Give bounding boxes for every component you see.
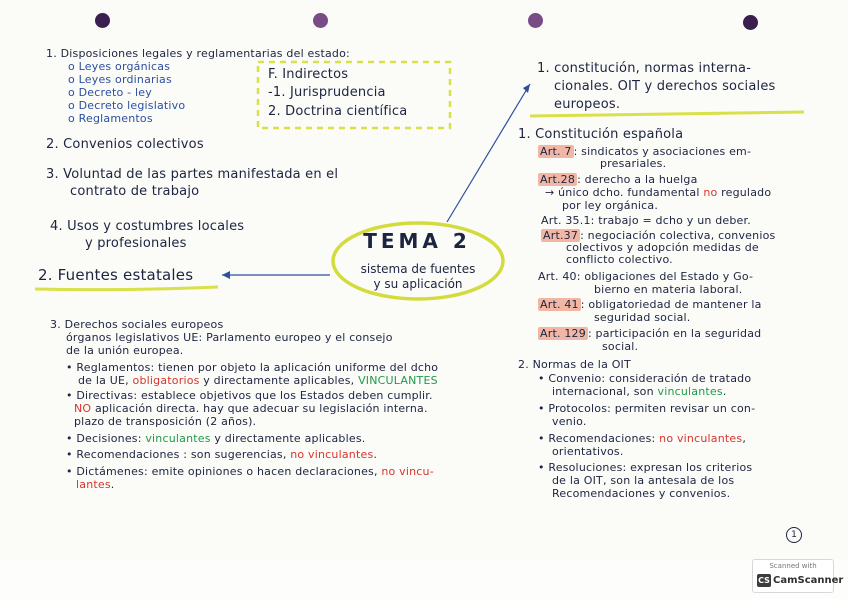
resoluciones-line-2: de la OIT, son la antesala de los [552,474,735,487]
box-line-1: F. Indirectos [268,67,349,82]
right-head-line-2: cionales. OIT y derechos sociales [554,79,776,94]
recomendaciones-line [66,448,377,461]
dec-text-a: • Decisiones: [66,432,146,445]
art28-text-c: regulado [717,186,772,199]
directivas-line-3: plazo de transposición (2 años). [74,415,257,428]
left-item-1-bullet-4: o Decreto legislativo [68,99,186,112]
decisiones-line [66,432,365,445]
tema-subtitle-2: y su aplicación [373,277,463,291]
dir-no: NO [74,402,92,415]
art41-line-2: seguridad social. [594,311,691,324]
left-item-2: 2. Convenios colectivos [46,137,204,152]
left-eu-line-3: de la unión europea. [66,344,184,357]
art37-line-3: conflicto colectivo. [566,253,673,266]
tema-subtitle-1: sistema de fuentes [360,262,476,276]
dictamenes-line-2 [76,478,114,491]
art129-tag: Art. 129 [540,327,586,340]
camscanner-badge [752,559,844,593]
dic-period: . [110,478,115,491]
reg-text-a: de la UE, [78,374,133,387]
art37-line-2: colectivos y adopción medidas de [566,241,759,254]
left-item-3-line-1: 3. Voluntad de las partes manifestada en el [46,167,339,182]
art28-line-1 [538,173,698,186]
left-item-1: 1. Disposiciones legales y reglamentarias del estado: [46,47,350,60]
dictamenes-line-1 [66,465,434,478]
box-line-3: 2. Doctrina científica [268,104,408,119]
reg-vinculantes: VINCULANTES [358,374,438,387]
dic-text-a: • Dictámenes: emite opiniones o hacen declaraciones, [66,465,382,478]
art40-text: : obligaciones del Estado y Go- [576,270,754,283]
resoluciones-line-3: Recomendaciones y convenios. [552,487,731,500]
art28-text-a: → único dcho. fundamental [545,186,704,199]
art129-line-1 [538,327,761,340]
page-number [786,527,802,543]
recom-comma: , [742,432,747,445]
art35-line [541,214,751,227]
art40-tag: Art. 40 [538,270,577,283]
art37-tag: Art.37 [543,229,579,242]
art7-text: : sindicatos y asociaciones em- [573,145,752,158]
conv-period: . [722,385,727,398]
oit-title: 2. Normas de la OIT [518,358,631,371]
convenio-line-2 [552,385,727,398]
scanned-with-text: Scanned with [769,562,817,570]
fuentes-estatales: 2. Fuentes estatales [38,266,194,284]
page-number-text: 1 [791,530,797,540]
convenio-line-1: • Convenio: consideración de tratado [538,372,752,385]
art28-line-3: por ley orgánica. [562,199,659,212]
art41-line-1 [538,298,762,311]
dic-lantes: lantes [76,478,111,491]
left-item-3-line-2: contrato de trabajo [70,184,200,199]
art40-line-2: bierno en materia laboral. [594,283,743,296]
right-head-line-1: 1. constitución, normas interna- [537,61,752,76]
rec-text-c: . [373,448,378,461]
recom-text-a: • Recomendaciones: [538,432,660,445]
directivas-line-2 [74,402,428,415]
rec-no-vinculantes: no vinculantes [290,448,374,461]
art28-text: : derecho a la huelga [577,173,698,186]
left-eu-line-2: órganos legislativos UE: Parlamento europeo y el consejo [66,331,393,344]
left-item-1-bullet-5: o Reglamentos [68,112,153,125]
protocolos-line-2: venio. [552,415,587,428]
art129-line-2: social. [602,340,639,353]
resoluciones-line-1: • Resoluciones: expresan los criterios [538,461,753,474]
directivas-line-1: • Directivas: establece objetivos que los Estados deben cumplir. [66,389,433,402]
dir-text: aplicación directa. hay que adecuar su legislación interna. [91,402,428,415]
art40-line-1 [538,270,753,283]
left-eu-line-1: 3. Derechos sociales europeos [50,318,224,331]
art35-tag: Art. 35.1 [541,214,591,227]
reg-obligatorios: obligatorios [132,374,200,387]
recom-no-vinculantes: no vinculantes [659,432,743,445]
art41-text: : obligatoriedad de mantener la [580,298,762,311]
recom-oit-line-1 [538,432,746,445]
art37-text: : negociación colectiva, convenios [580,229,776,242]
recom-oit-line-2: orientativos. [552,445,624,458]
art28-line-2 [545,186,771,199]
conv-text-a: internacional, son [552,385,658,398]
ce-title: 1. Constitución española [518,127,684,142]
box-line-2: -1. Jurisprudencia [268,85,386,100]
art129-text: : participación en la seguridad [587,327,762,340]
camscanner-logo-icon: CS [758,576,770,585]
art35-text: : trabajo = dcho y un deber. [590,214,751,227]
reg-text-c: y directamente aplicables, [199,374,359,387]
protocolos-line-1: • Protocolos: permiten revisar un con- [538,402,756,415]
dec-vinculantes: vinculantes [145,432,211,445]
dec-text-c: y directamente aplicables. [210,432,366,445]
left-item-1-bullet-2: o Leyes ordinarias [68,73,172,86]
rec-text-a: • Recomendaciones : son sugerencias, [66,448,291,461]
left-item-1-bullet-3: o Decreto - ley [68,86,152,99]
reglamentos-line-2 [78,374,438,387]
art7-tag: Art. 7 [540,145,572,158]
left-item-1-bullet-1: o Leyes orgánicas [68,60,171,73]
right-head-line-3: europeos. [554,97,621,112]
tema-title: TEMA 2 [363,229,471,253]
art28-no: no [703,186,718,199]
conv-vinculantes: vinculantes [657,385,723,398]
left-item-4-line-1: 4. Usos y costumbres locales [50,219,245,234]
left-item-4-line-2: y profesionales [85,236,187,251]
art41-tag: Art. 41 [540,298,579,311]
art28-tag: Art.28 [540,173,576,186]
reglamentos-line-1: • Reglamentos: tienen por objeto la aplicación uniforme del dcho [66,361,439,374]
dic-no-vincu: no vincu- [381,465,434,478]
camscanner-name: CamScanner [773,575,844,586]
art7-line-2: presariales. [600,157,667,170]
